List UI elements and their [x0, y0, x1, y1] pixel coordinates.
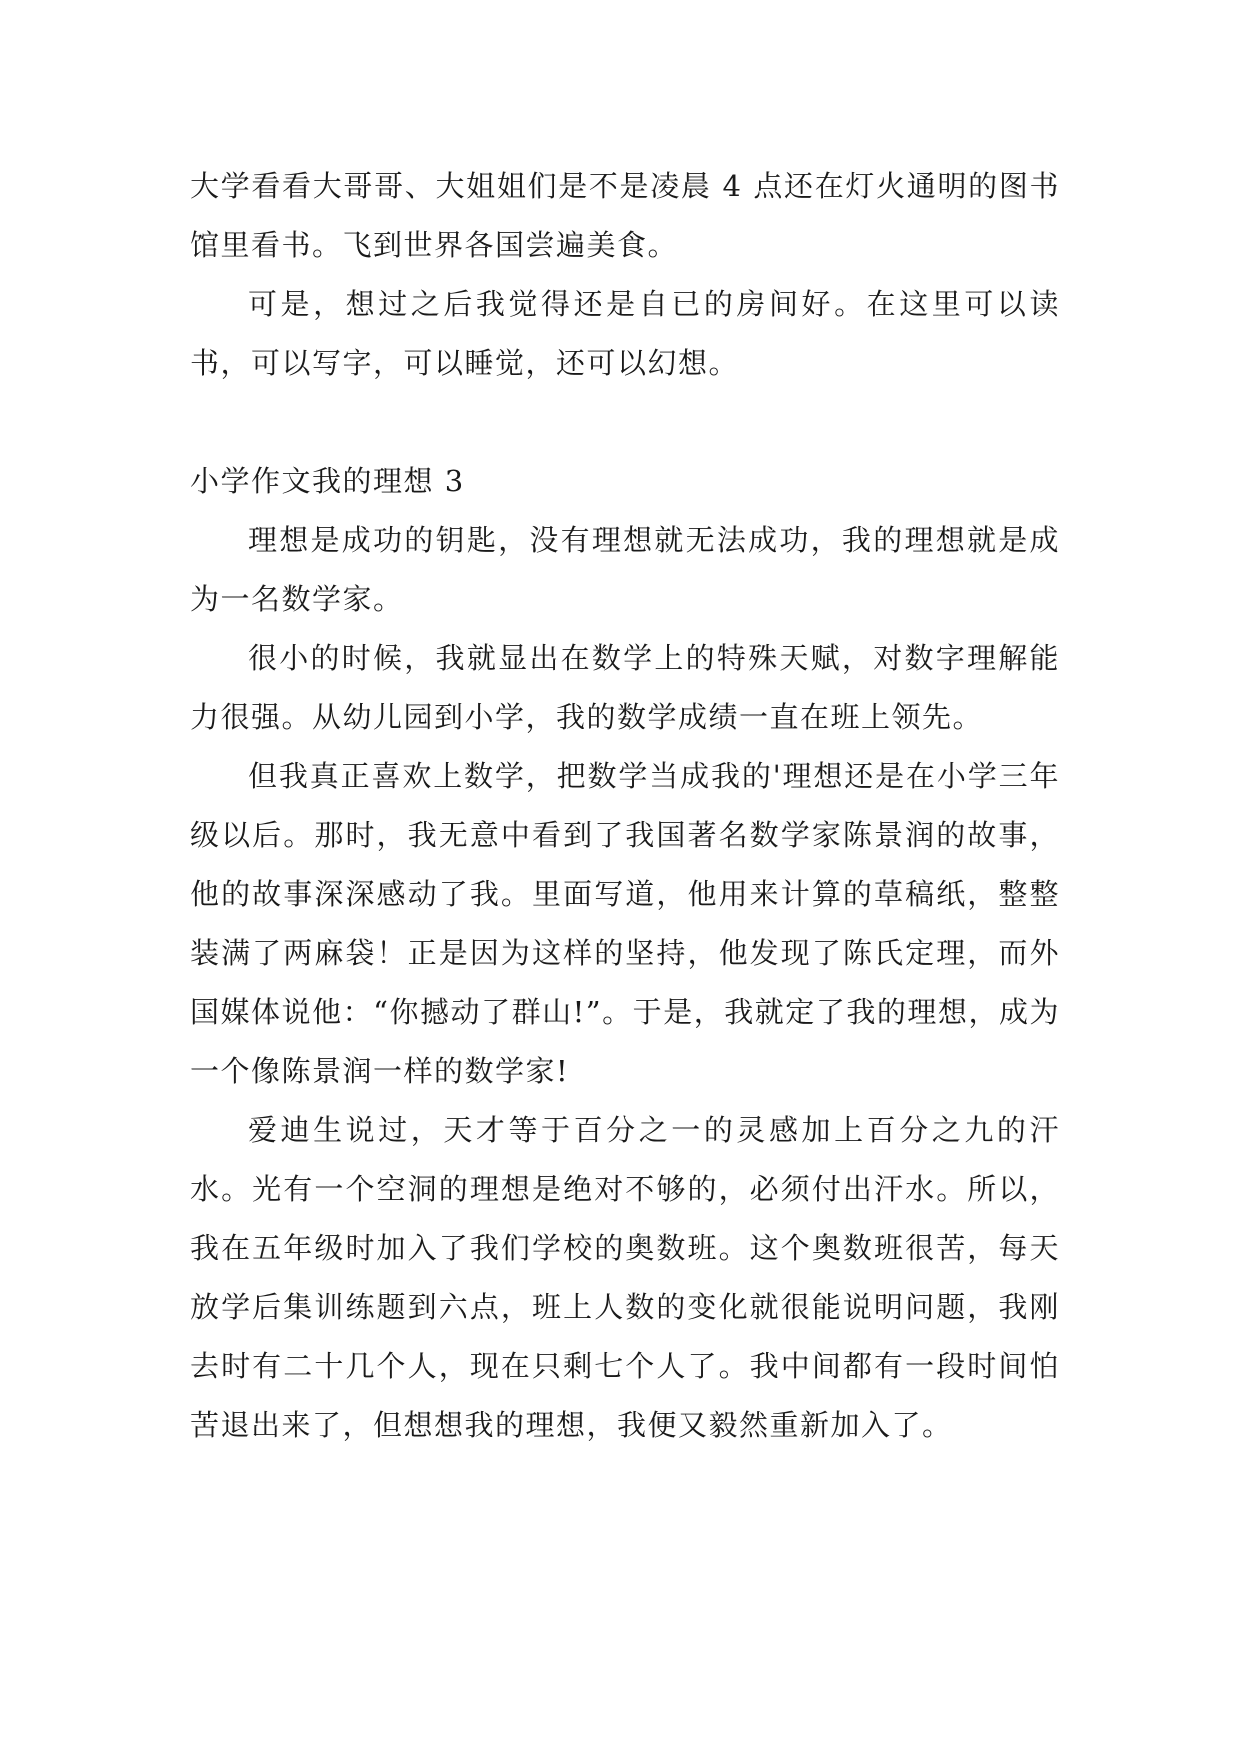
document-body — [190, 157, 1060, 1455]
paragraph: 但我真正喜欢上数学，把数学当成我的'理想还是在小学三年级以后。那时，我无意中看到了我国著名数学家陈景润的故事，他的故事深深感动了我。里面写道，他用来计算的草稿纸，整整装满了两麻袋！正是因为这样的坚持，他发现了陈氏定理，而外国媒体说他：“你撼动了群山!”。于是，我就定了我的理想，成为一个像陈景润一样的数学家! — [190, 759, 1060, 1088]
paragraph: 理想是成功的钥匙，没有理想就无法成功，我的理想就是成为一名数学家。 — [190, 523, 1060, 616]
paragraph: 可是，想过之后我觉得还是自已的房间好。在这里可以读书，可以写字，可以睡觉，还可以幻想。 — [190, 287, 1060, 380]
paragraph-continued: 大学看看大哥哥、大姐姐们是不是凌晨 4 点还在灯火通明的图书馆里看书。飞到世界各国尝遍美食。 — [190, 169, 1060, 262]
paragraph: 爱迪生说过，天才等于百分之一的灵感加上百分之九的汗水。光有一个空洞的理想是绝对不够的，必须付出汗水。所以，我在五年级时加入了我们学校的奥数班。这个奥数班很苦，每天放学后集训练题到六点，班上人数的变化就很能说明问题，我刚去时有二十几个人，现在只剩七个人了。我中间都有一段时间怕苦退出来了，但想想我的理想，我便又毅然重新加入了。 — [190, 1113, 1060, 1442]
section-title: 小学作文我的理想 3 — [190, 464, 465, 498]
paragraph: 很小的时候，我就显出在数学上的特殊天赋，对数字理解能力很强。从幼儿园到小学，我的数学成绩一直在班上领先。 — [190, 641, 1060, 734]
